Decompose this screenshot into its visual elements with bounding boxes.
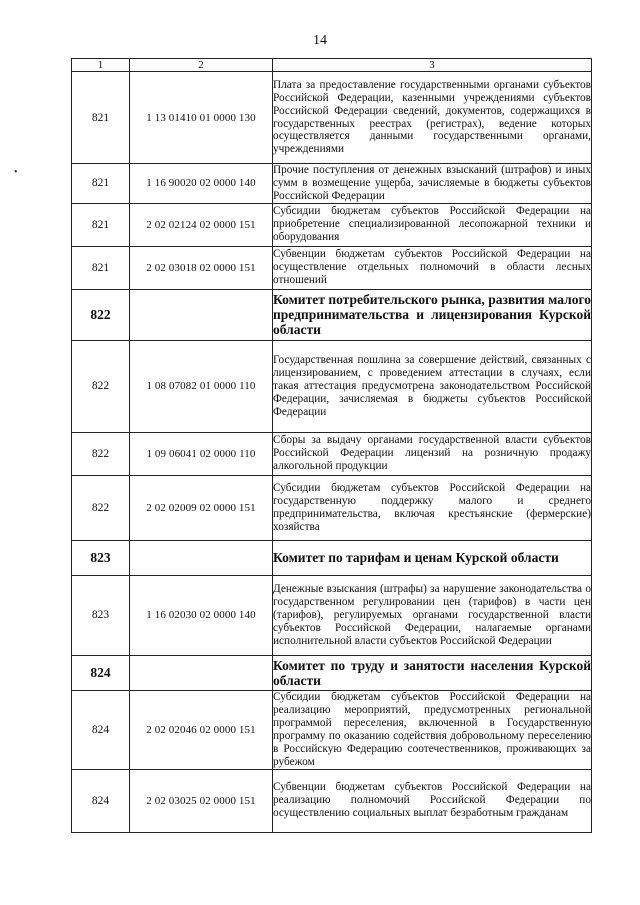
budget-classification-code: 1 16 02030 02 0000 140 (130, 575, 273, 655)
page-number: 14 (313, 33, 327, 48)
revenue-description: Государственная пошлина за совершение действий, связанных с лицензированием, с проведением аттестации в случаях, если такая аттестация предусмотрена законодательством Российской Федерации, зачисляемая в бюджеты субъектов Российской Федерации (273, 340, 592, 432)
administrator-code: 822 (72, 289, 130, 340)
revenue-description: Субсидии бюджетам субъектов Российской Федерации на реализацию мероприятий, предусмотренных региональной программой переселения, включенной в Государственную программу по оказанию содействия добровольному переселению в Российскую Федерацию соотечественников, проживающих за рубежом (273, 691, 591, 768)
administrator-code: 821 (72, 72, 130, 164)
department-name: Комитет потребительского рынка, развития малого предпринимательства и лицензирования Курской области (273, 289, 592, 340)
department-name: Комитет по тарифам и ценам Курской области (273, 540, 592, 575)
revenue-description: Прочие поступления от денежных взысканий (штрафов) и иных сумм в возмещение ущерба, зачисляемые в бюджеты субъектов Российской Федерации (273, 164, 591, 202)
table-header-row (72, 59, 592, 72)
table-row (72, 164, 592, 204)
administrator-code: 821 (72, 203, 130, 246)
budget-classification-code: 2 02 02046 02 0000 151 (130, 690, 273, 769)
budget-classification-code: 1 16 90020 02 0000 140 (130, 164, 273, 204)
table-row (72, 72, 592, 164)
budget-classification-code: 2 02 03025 02 0000 151 (130, 769, 273, 832)
budget-classification-code: 1 09 06041 02 0000 110 (130, 432, 273, 475)
revenue-description: Субвенции бюджетам субъектов Российской Федерации на осуществление отдельных полномочий в области лесных отношений (273, 246, 592, 289)
table-row (72, 690, 592, 769)
column-header-2: 2 (130, 59, 273, 72)
table-row (72, 246, 592, 289)
administrator-code: 823 (72, 540, 130, 575)
administrator-code: 822 (72, 475, 130, 540)
table-row (72, 340, 592, 432)
budget-classification-code: 2 02 03018 02 0000 151 (130, 246, 273, 289)
revenue-description: Субвенции бюджетам субъектов Российской Федерации на реализацию полномочий Российской Федерации по осуществлению социальных выплат безработным гражданам (273, 769, 592, 832)
budget-classification-code (130, 655, 273, 690)
budget-classification-code: 2 02 02124 02 0000 151 (130, 203, 273, 246)
administrator-code: 821 (72, 164, 130, 204)
department-row (72, 655, 592, 690)
table-row (72, 475, 592, 540)
administrator-code: 824 (72, 655, 130, 690)
department-row (72, 540, 592, 575)
budget-classification-code: 1 13 01410 01 0000 130 (130, 72, 273, 164)
column-header-3: 3 (273, 59, 592, 72)
department-row (72, 289, 592, 340)
budget-code-table (71, 58, 592, 833)
administrator-code: 824 (72, 769, 130, 832)
budget-classification-code: 2 02 02009 02 0000 151 (130, 475, 273, 540)
column-header-1: 1 (72, 59, 130, 72)
revenue-description: Сборы за выдачу органами государственной власти субъектов Российской Федерации лицензий на розничную продажу алкогольной продукции (273, 432, 592, 475)
department-name: Комитет по труду и занятости населения Курской области (273, 655, 592, 690)
administrator-code: 824 (72, 690, 130, 769)
administrator-code: 822 (72, 340, 130, 432)
table-row (72, 575, 592, 655)
table-row (72, 769, 592, 832)
margin-mark: • (14, 167, 18, 178)
table-row (72, 432, 592, 475)
budget-classification-code (130, 289, 273, 340)
revenue-description: Денежные взыскания (штрафы) за нарушение законодательства о государственном регулировании цен (тарифов) в части цен (тарифов), регулируемых органами государственной власти субъектов Российской Федерации, налагаемые органами исполнительной власти субъектов Российской Федерации (273, 575, 592, 655)
administrator-code: 821 (72, 246, 130, 289)
revenue-description: Субсидии бюджетам субъектов Российской Федерации на государственную поддержку малого и среднего предпринимательства, включая крестьянские (фермерские) хозяйства (273, 475, 592, 540)
revenue-description: Плата за предоставление государственными органами субъектов Российской Федерации, казенными учреждениями субъектов Российской Федерации сведений, документов, содержащихся в государственных реестрах (регистрах), ведение которых осуществляется данными государственными органами, учреждениями (273, 72, 592, 164)
administrator-code: 823 (72, 575, 130, 655)
budget-classification-code (130, 540, 273, 575)
budget-classification-code: 1 08 07082 01 0000 110 (130, 340, 273, 432)
table-row (72, 203, 592, 246)
administrator-code: 822 (72, 432, 130, 475)
revenue-description: Субсидии бюджетам субъектов Российской Федерации на приобретение специализированной лесопожарной техники и оборудования (273, 203, 592, 246)
